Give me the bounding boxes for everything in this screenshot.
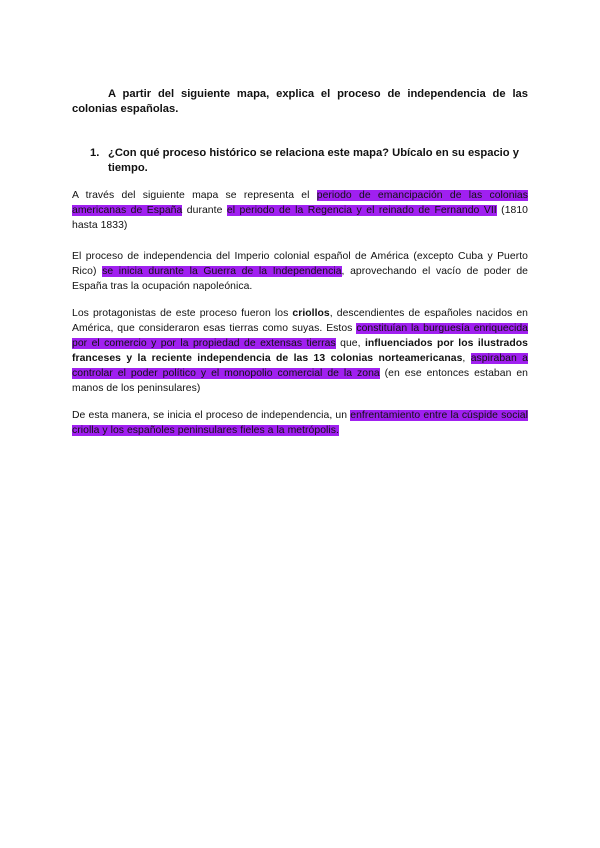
bold-influences: influenciados por los ilustrados franceses y la reciente independencia de las 13 colonias norteamericanas bbox=[72, 338, 528, 364]
paragraph-period bbox=[72, 188, 528, 233]
text-run: , bbox=[462, 353, 471, 364]
text-run: durante bbox=[182, 205, 227, 216]
paragraph-process bbox=[72, 249, 528, 294]
text-run: (en ese entonces estaban en manos de los peninsulares) bbox=[72, 368, 528, 394]
highlighted-text: periodo de emancipación de las colonias americanas de España bbox=[72, 190, 529, 216]
paragraph-protagonists bbox=[72, 306, 528, 396]
highlighted-text: el periodo de la Regencia y el reinado de Fernando VII bbox=[226, 205, 497, 216]
highlighted-text: aspiraban a controlar el poder político y el monopolio comercial de la zona bbox=[72, 353, 528, 379]
text-run: Los protagonistas de este proceso fueron los bbox=[72, 308, 293, 319]
text-run: que, bbox=[335, 338, 365, 349]
text-run: (1810 hasta 1833) bbox=[72, 205, 529, 231]
highlighted-text: enfrentamiento entre la cúspide social criolla y los españoles peninsulares fieles a la metrópolis. bbox=[72, 410, 528, 436]
highlighted-text: constituían la burguesía enriquecida por el comercio y por la propiedad de extensas tierras bbox=[72, 323, 528, 349]
paragraph-conclusion bbox=[72, 408, 528, 438]
bold-term-criollos: criollos bbox=[292, 308, 330, 319]
text-run: A través del siguiente mapa se representa el bbox=[72, 190, 317, 201]
question-text: ¿Con qué proceso histórico se relaciona este mapa? Ubícalo en su espacio y tiempo. bbox=[108, 147, 519, 174]
text-run: , descendientes de españoles nacidos en América, que consideraron esas tierras como suyas. Estos bbox=[72, 308, 528, 334]
assignment-instruction: A partir del siguiente mapa, explica el proceso de independencia de las colonias españolas. bbox=[72, 88, 528, 115]
text-run: , aprovechando el vacío de poder de España tras la ocupación napoleónica. bbox=[72, 266, 528, 292]
text-run: El proceso de independencia del Imperio colonial español de América (excepto Cuba y Puerto Rico) bbox=[72, 251, 528, 277]
text-run: De esta manera, se inicia el proceso de independencia, un bbox=[72, 410, 351, 421]
question-number: 1. bbox=[90, 147, 100, 159]
highlighted-text: se inicia durante la Guerra de la Independencia bbox=[102, 266, 342, 277]
